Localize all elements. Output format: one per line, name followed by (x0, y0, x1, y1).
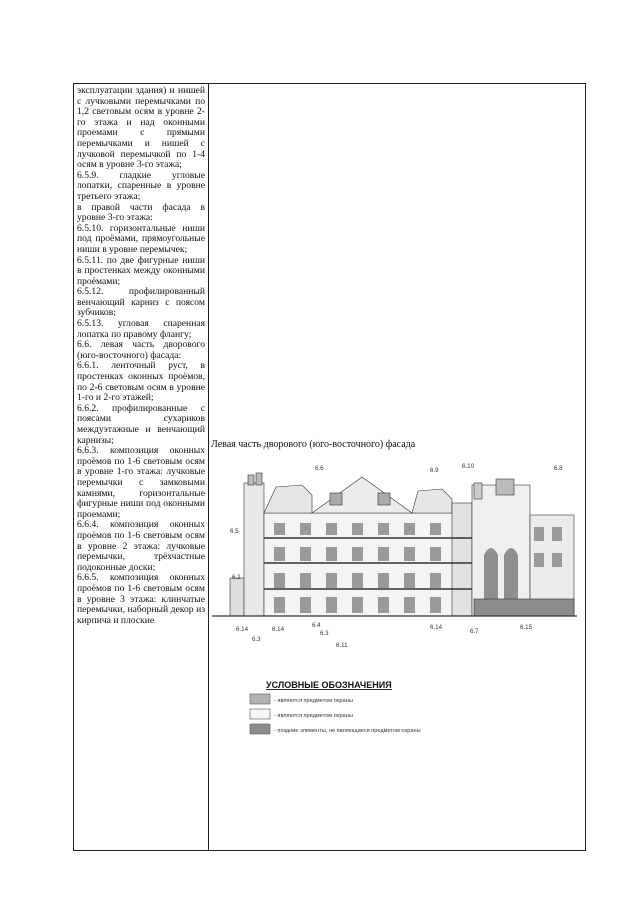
paragraph: в правой части фасада в уровне 3-го этажа: (77, 201, 205, 224)
callout-label: 6.14 (430, 624, 443, 631)
callout-label: 6.14 (236, 626, 249, 633)
callout-label: 6.10 (462, 463, 475, 470)
facade-drawing (212, 455, 582, 745)
paragraph: 6.6.5. композиция оконных проёмов по 1-6 световым осям в уровне 3 этажа: клинчатые перемычки, наборный декор из кирпича и плоские (77, 572, 205, 626)
callout-label: 6.9 (430, 467, 439, 474)
callout-label: 6.7 (470, 628, 479, 635)
paragraph: 6.6. левая часть дворового (юго-восточного) фасада: (77, 339, 205, 361)
legend-item-label: - поздние элементы, не являющиеся предметом охраны (274, 728, 421, 734)
legend-title: УСЛОВНЫЕ ОБОЗНАЧЕНИЯ (266, 680, 392, 690)
callout-label: 6.15 (520, 624, 533, 631)
callout-label: 6.2 (232, 574, 241, 581)
paragraph: 6.5.9. гладкие угловые лопатки, спаренные в уровне третьего этажа; (77, 169, 205, 202)
left-column-text (77, 86, 205, 626)
legend-swatch (250, 694, 270, 704)
paragraph: 6.6.3. композиция оконных проёмов по 1-6 световым осям в уровне 1-го этажа: лучковые перемычки с замковыми камнями, горизонтальные фигурные ниши под оконными проемами; (77, 445, 205, 520)
legend-item-label: - являются предметом охраны (274, 698, 353, 704)
callout-label: 6.8 (554, 465, 563, 472)
legend-item-label: - являются предметом охраны (274, 713, 353, 719)
facade-illustration (212, 473, 577, 616)
paragraph: 6.6.2. профилированные с поясами сухариков междуэтажные и венчающий карнизы; (77, 402, 205, 446)
callout-label: 6.5 (230, 528, 239, 535)
paragraph: 6.5.11. по две фигурные ниши в простенках между оконными проёмами; (77, 254, 205, 287)
callout-label: 6.14 (272, 626, 285, 633)
paragraph: 6.5.12. профилированный венчающий карниз с поясом зубчиков; (77, 286, 205, 319)
callout-label: 6.3 (252, 636, 261, 643)
paragraph: 6.5.13. угловая спаренная лопатка по правому флангу; (77, 318, 205, 340)
legend-swatch (250, 709, 270, 719)
callout-label: 6.11 (336, 642, 348, 649)
paragraph: 6.6.1. ленточный руст, в простенках оконных проёмов, по 2-6 световым осям в уровне 1-го и 2-го этажей; (77, 360, 205, 404)
paragraph: 6.5.10. горизонтальные ниши под проёмами, прямоугольные ниши в уровне перемычек; (77, 222, 205, 255)
column-divider (208, 84, 209, 850)
callout-label: 6.6 (315, 465, 324, 472)
callout-label: 6.3 (320, 630, 329, 637)
legend-swatch (250, 724, 270, 734)
callout-label: 6.4 (312, 622, 321, 629)
paragraph: эксплуатации здания) и нишей с лучковыми перемычками по 1,2 световым осям в уровне 2-го этажа и над оконными проемами с прямыми перемычками и нишей с лучковой перемычкой по 1-4 осям в уровне 3-го этажа; (77, 85, 205, 171)
figure-caption: Левая часть дворового (юго-восточного) фасада (211, 439, 416, 450)
paragraph: 6.6.4. композиция оконных проёмов по 1-6 световым осям в уровне 2 этажа: лучковые перемычки, трёхчастные подоконные доски; (77, 519, 205, 573)
